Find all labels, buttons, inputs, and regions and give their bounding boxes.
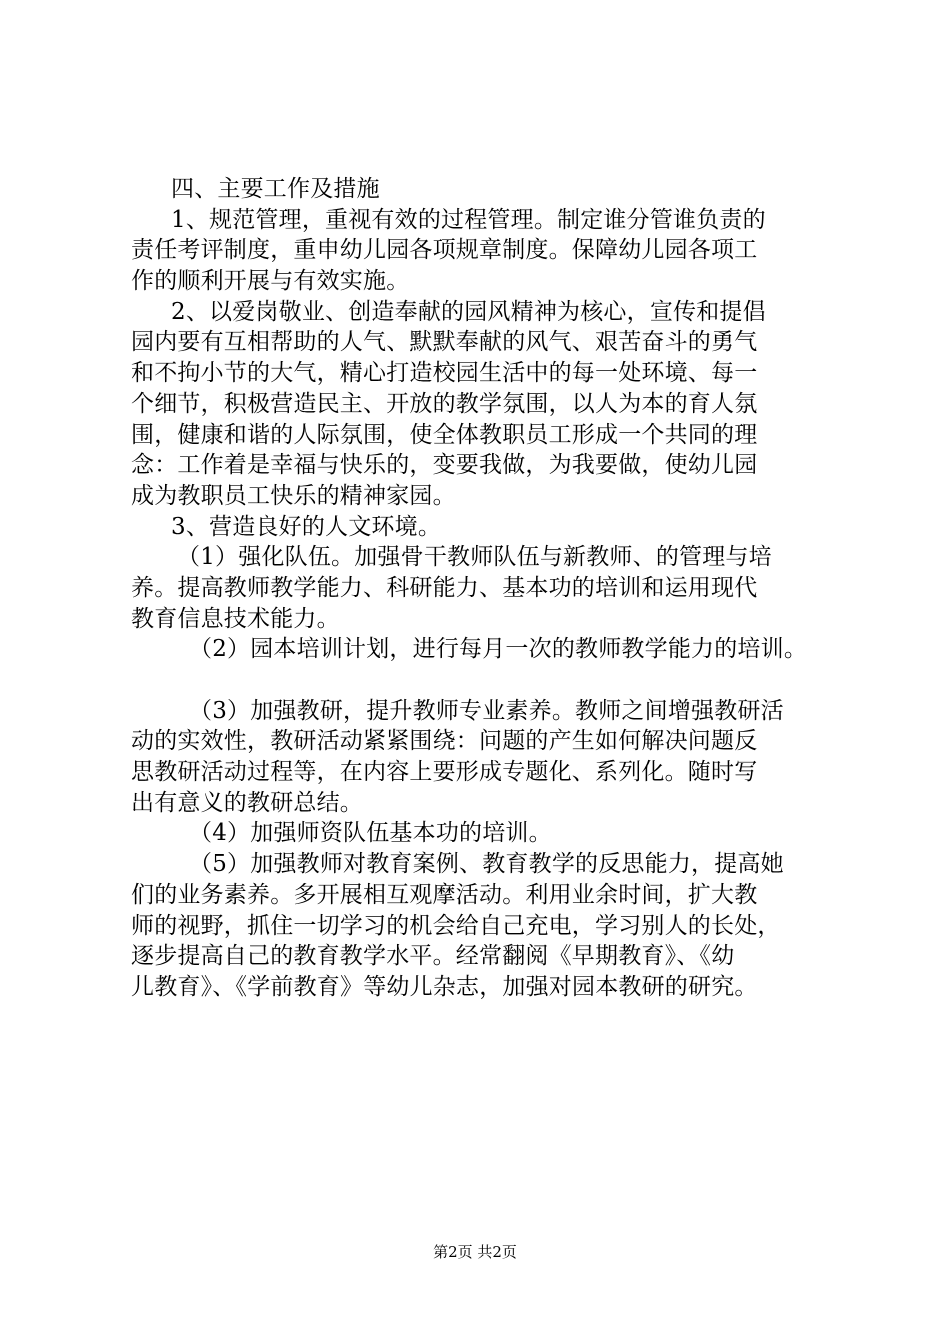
paragraph-line: 思教研活动过程等，在内容上要形成专题化、系列化。随时写 (131, 759, 758, 786)
paragraph-line: 1、规范管理，重视有效的过程管理。制定谁分管谁负责的 (171, 206, 766, 233)
paragraph-line: 儿教育》、《学前教育》等幼儿杂志，加强对园本教研的研究。 (131, 973, 758, 1000)
paragraph-line: 围，健康和谐的人际氛围，使全体教职员工形成一个共同的理 (131, 421, 758, 448)
paragraph-line: 个细节，积极营造民主、开放的教学氛围，以人为本的育人氛 (131, 390, 758, 417)
paragraph-line: （5）加强教师对教育案例、教育教学的反思能力，提高她 (189, 851, 784, 878)
paragraph-line: （2）园本培训计划，进行每月一次的教师教学能力的培训。 (189, 636, 808, 663)
paragraph-line: 们的业务素养。多开展相互观摩活动。利用业余时间，扩大教 (131, 881, 758, 908)
document-body (131, 174, 847, 1003)
paragraph-line: 逐步提高自己的教育教学水平。经常翻阅《早期教育》、《幼 (131, 943, 735, 970)
paragraph-line: 念：工作着是幸福与快乐的，变要我做，为我要做，使幼儿园 (131, 452, 758, 479)
paragraph-line: 和不拘小节的大气，精心打造校园生活中的每一处环境、每一 (131, 360, 758, 387)
paragraph-line: 成为教职员工快乐的精神家园。 (131, 482, 456, 509)
paragraph-line: 教育信息技术能力。 (131, 605, 340, 632)
page-number-footer: 第2页 共2页 (433, 1243, 517, 1261)
paragraph-line: 园内要有互相帮助的人气、默默奉献的风气、艰苦奋斗的勇气 (131, 329, 758, 356)
paragraph-line: （1）强化队伍。加强骨干教师队伍与新教师、的管理与培 (177, 544, 772, 571)
paragraph-line: 出有意义的教研总结。 (131, 789, 363, 816)
paragraph-line: （4）加强师资队伍基本功的培训。 (189, 820, 552, 847)
section-heading: 四、主要工作及措施 (171, 176, 380, 202)
paragraph-line: 师的视野，抓住一切学习的机会给自己充电，学习别人的长处， (131, 912, 781, 939)
paragraph-line: 3、营造良好的人文环境。 (171, 513, 442, 540)
paragraph-line: 作的顺利开展与有效实施。 (131, 268, 410, 295)
paragraph-line: 动的实效性，教研活动紧紧围绕：问题的产生如何解决问题反 (131, 728, 758, 755)
blank-line (131, 665, 847, 696)
paragraph-line: 养。提高教师教学能力、科研能力、基本功的培训和运用现代 (131, 574, 758, 601)
paragraph-line: 责任考评制度，重申幼儿园各项规章制度。保障幼儿园各项工 (131, 237, 758, 264)
paragraph-line: （3）加强教研，提升教师专业素养。教师之间增强教研活 (189, 697, 784, 724)
paragraph-line: 2、以爱岗敬业、创造奉献的园风精神为核心，宣传和提倡 (171, 298, 766, 325)
